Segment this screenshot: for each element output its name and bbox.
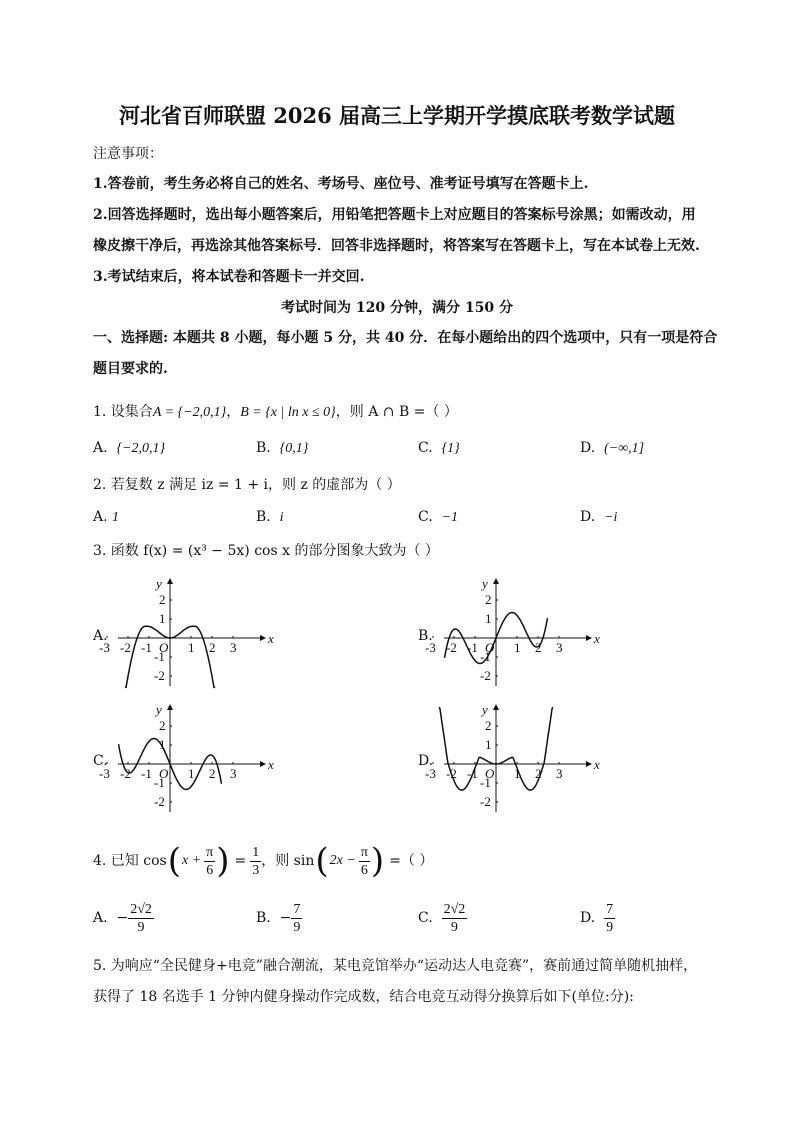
q4-frac-den-2: 6 — [360, 862, 368, 878]
x-tick-label: 3 — [230, 766, 237, 781]
x-axis-arrow — [586, 635, 592, 641]
q4-option-b-num: 7 — [293, 901, 301, 917]
x-tick-label: -1 — [467, 640, 478, 655]
y-tick-label: 1 — [485, 737, 492, 752]
y-tick-label: -2 — [154, 794, 165, 809]
x-tick-label: 1 — [188, 640, 195, 655]
q1-option-d-letter: D. — [580, 440, 596, 456]
q3-option-b-letter: B. — [418, 628, 433, 644]
section1-line2: 题目要求的. — [93, 361, 168, 377]
q4-option-a-frac — [128, 901, 154, 936]
x-tick-label: 3 — [556, 640, 563, 655]
y-tick-label: -2 — [154, 668, 165, 683]
q4-option-d-num: 7 — [606, 901, 614, 917]
origin-label: O — [159, 766, 169, 781]
q4-option-c-letter: C. — [418, 910, 433, 926]
x-tick-label: -3 — [99, 766, 110, 781]
notice-item-2-cont: 橡皮擦干净后，再选涂其他答案标号．回答非选择题时，将答案写在答题卡上，写在本试卷上无效. — [93, 238, 700, 254]
q4-frac-one-third — [250, 844, 261, 879]
notice-item-3: 3.考试结束后，将本试卷和答题卡一并交回. — [93, 269, 365, 285]
q4-option-d — [580, 898, 615, 938]
q4-prefix: 4. 已知 cos — [93, 853, 167, 869]
q1-ask: ，则 A ∩ B = — [335, 404, 426, 420]
q2-option-b — [256, 507, 284, 528]
q1-option-b-text: {0,1} — [279, 441, 309, 456]
x-axis-arrow — [586, 761, 592, 767]
q3-graph-b — [425, 574, 606, 694]
x-tick-label: -2 — [446, 766, 457, 781]
origin-label: O — [485, 766, 495, 781]
q1-option-a-letter: A. — [93, 440, 108, 456]
exam-info: 考试时间为 120 分钟，满分 150 分 — [281, 300, 513, 316]
q4-option-c-frac — [442, 901, 468, 936]
x-tick-label: 2 — [209, 640, 216, 655]
y-tick-label: 1 — [159, 737, 166, 752]
question-5-line1: 5. 为响应“全民健身+电竞”融合潮流，某电竞馆举办“运动达人电竞赛”，赛前通过简单随机抽样， — [93, 958, 698, 974]
notice-item-2: 2.回答选择题时，选出每小题答案后，用铅笔把答题卡上对应题目的答案标号涂黑；如需改动，用 — [93, 207, 696, 223]
x-axis-label: x — [268, 757, 274, 772]
origin-label: O — [485, 640, 495, 655]
q2-option-c-letter: C. — [418, 509, 433, 525]
q4-option-d-frac — [604, 901, 615, 936]
q4-mid: ，则 sin — [261, 853, 315, 869]
q4-option-c-num: 2√2 — [443, 901, 466, 917]
q1-option-b — [256, 438, 308, 459]
q1-set-a: A = {−2,0,1} — [152, 405, 227, 420]
q4-option-b — [256, 898, 302, 938]
x-tick-label: -3 — [425, 766, 436, 781]
q4-option-a — [93, 898, 154, 938]
y-axis-label: y — [482, 702, 488, 717]
x-tick-label: 1 — [514, 640, 521, 655]
q3-option-c-letter: C. — [93, 753, 108, 769]
q2-option-a-text: 1 — [112, 510, 120, 525]
q4-option-b-letter: B. — [256, 910, 271, 926]
q1-option-b-letter: B. — [256, 440, 271, 456]
q1-prefix: 1. 设集合 — [93, 404, 153, 420]
question-2: 2. 若复数 z 满足 iz = 1 + i，则 z 的虚部为（ ） — [93, 477, 401, 493]
y-axis-arrow — [493, 578, 499, 584]
q3-graph-d — [425, 700, 606, 820]
q1-option-a-text: {−2,0,1} — [116, 441, 166, 456]
q4-paren-open-1: ( — [167, 841, 181, 881]
section1-line1: 一、选择题: 本题共 8 小题，每小题 5 分，共 40 分．在每小题给出的四个选项中，只有一项是符合 — [93, 330, 718, 346]
q2-option-d — [580, 507, 617, 528]
q3-graph-c — [99, 700, 280, 820]
y-axis-label: y — [156, 576, 162, 591]
q2-option-b-text: i — [279, 510, 284, 525]
q1-option-d-text: (−∞,1] — [604, 441, 645, 456]
y-tick-label: 2 — [485, 718, 492, 733]
question-4 — [93, 838, 433, 884]
q4-option-a-sign: − — [116, 910, 129, 926]
q2-option-d-text: −i — [604, 510, 618, 525]
x-axis-arrow — [260, 761, 266, 767]
y-tick-label: -2 — [480, 668, 491, 683]
x-tick-label: 1 — [188, 766, 195, 781]
y-tick-label: -1 — [480, 775, 491, 790]
y-axis-label: y — [482, 576, 488, 591]
q4-paren-close-1: ) — [216, 841, 230, 881]
q2-option-a-letter: A. — [93, 509, 108, 525]
y-axis-label: y — [156, 702, 162, 717]
q4-paren-close-2: ) — [370, 841, 385, 881]
q1-option-c-letter: C. — [418, 440, 433, 456]
q1-blank: （ ） — [425, 404, 458, 420]
y-tick-label: 1 — [485, 611, 492, 626]
q4-option-b-den: 9 — [293, 919, 301, 935]
y-tick-label: -1 — [154, 775, 165, 790]
y-tick-label: 1 — [159, 611, 166, 626]
notice-heading: 注意事项： — [93, 146, 163, 162]
x-axis-label: x — [594, 631, 600, 646]
q4-inner-1: x + — [181, 853, 202, 868]
q4-paren-open-2: ( — [315, 841, 329, 881]
x-tick-label: -1 — [141, 640, 152, 655]
q4-equals: = — [234, 853, 247, 869]
x-axis-label: x — [594, 757, 600, 772]
q3-graph-a — [99, 574, 280, 694]
x-tick-label: -3 — [99, 640, 110, 655]
q1-option-d — [580, 438, 644, 459]
q1-option-c-text: {1} — [441, 441, 460, 456]
x-axis-arrow — [260, 635, 266, 641]
y-tick-label: 2 — [159, 718, 166, 733]
y-tick-label: -1 — [480, 649, 491, 664]
q2-option-b-letter: B. — [256, 509, 271, 525]
q4-blank: =（ ） — [389, 853, 434, 869]
q4-frac-den: 6 — [206, 862, 214, 878]
q2-option-d-letter: D. — [580, 509, 596, 525]
q4-frac-num: π — [206, 844, 214, 860]
q4-option-c-den: 9 — [450, 919, 458, 935]
notice-item-1: 1.答卷前，考生务必将自己的姓名、考场号、座位号、准考证号填写在答题卡上. — [93, 176, 589, 192]
y-axis-arrow — [493, 704, 499, 710]
y-axis-arrow — [167, 578, 173, 584]
q1-sep: ， — [226, 404, 241, 420]
question-3: 3. 函数 f(x) = (x³ − 5x) cos x 的部分图象大致为（ ） — [93, 543, 439, 559]
x-tick-label: -3 — [425, 640, 436, 655]
q4-option-a-num: 2√2 — [130, 901, 152, 917]
q4-third-num: 1 — [252, 844, 260, 860]
q1-option-a — [93, 438, 165, 459]
q3-option-a-letter: A. — [93, 628, 108, 644]
question-5-line2: 获得了 18 名选手 1 分钟内健身操动作完成数，结合电竞互动得分换算后如下(单位:分): — [93, 989, 634, 1005]
q4-option-b-sign: − — [279, 910, 292, 926]
page-title: 河北省百师联盟 2026 届高三上学期开学摸底联考数学试题 — [118, 103, 676, 128]
x-tick-label: -1 — [141, 766, 152, 781]
x-tick-label: 2 — [535, 766, 542, 781]
y-tick-label: 2 — [159, 592, 166, 607]
x-tick-label: -2 — [120, 640, 131, 655]
q4-option-a-letter: A. — [93, 910, 108, 926]
q2-option-a — [93, 507, 119, 528]
q4-option-b-frac — [291, 901, 302, 936]
x-tick-label: -2 — [446, 640, 457, 655]
q2-option-c-text: −1 — [441, 510, 459, 525]
q4-option-a-den: 9 — [137, 919, 145, 935]
origin-label: O — [159, 640, 169, 655]
question-1 — [93, 402, 458, 423]
y-tick-label: 2 — [485, 592, 492, 607]
x-axis-label: x — [268, 631, 274, 646]
x-tick-label: 3 — [556, 766, 563, 781]
q4-option-d-den: 9 — [606, 919, 614, 935]
x-tick-label: 2 — [209, 766, 216, 781]
q4-frac-pi6-2 — [359, 844, 370, 879]
q4-option-c — [418, 898, 467, 938]
x-tick-label: 3 — [230, 640, 237, 655]
x-tick-label: -2 — [120, 766, 131, 781]
q4-option-d-letter: D. — [580, 910, 596, 926]
q2-option-c — [418, 507, 458, 528]
x-tick-label: 2 — [535, 640, 542, 655]
x-tick-label: 1 — [514, 766, 521, 781]
y-tick-label: -1 — [154, 649, 165, 664]
x-tick-label: -1 — [467, 766, 478, 781]
q1-set-b: B = {x | ln x ≤ 0} — [240, 405, 336, 420]
y-axis-arrow — [167, 704, 173, 710]
q3-option-d-letter: D. — [418, 753, 434, 769]
q4-inner-2: 2x − — [329, 853, 356, 868]
q1-option-c — [418, 438, 460, 459]
q4-frac-num-2: π — [360, 844, 368, 860]
q4-third-den: 3 — [252, 862, 260, 878]
q4-frac-pi6-1 — [204, 844, 215, 879]
y-tick-label: -2 — [480, 794, 491, 809]
